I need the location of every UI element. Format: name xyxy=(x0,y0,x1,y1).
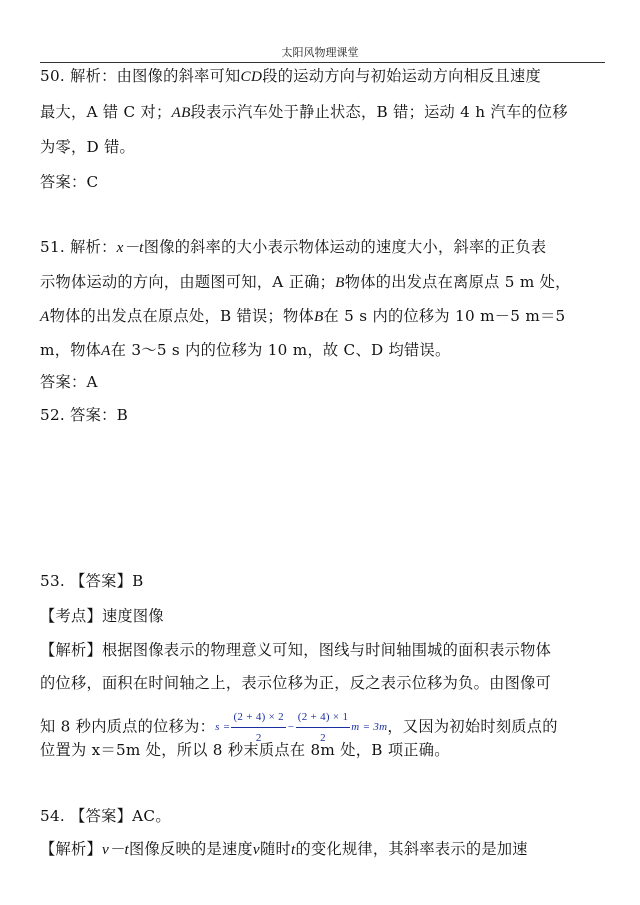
header-rule xyxy=(40,62,605,63)
q53-line-1: 【解析】根据图像表示的物理意义可知，图线与时间轴围城的面积表示物体 xyxy=(40,641,552,659)
q54-line-1: 【解析】v－t图像反映的是速度v随时t的变化规律，其斜率表示的是加速 xyxy=(40,840,528,858)
q50-answer: 答案：C xyxy=(40,173,99,191)
q51-line-3: A物体的出发点在原点处，B 错误；物体B在 5 s 内的位移为 10 m－5 m＝5 xyxy=(40,307,566,325)
q51-line-1: 51. 解析：x－t图像的斜率的大小表示物体运动的速度大小，斜率的正负表 xyxy=(40,238,547,256)
q51-line-4: m，物体A在 3～5 s 内的位移为 10 m，故 C、D 均错误。 xyxy=(40,341,451,359)
q50-line-2: 最大，A 错 C 对；AB段表示汽车处于静止状态，B 错；运动 4 h 汽车的位移 xyxy=(40,103,568,121)
displacement-formula: s = $\frac{(2 + 4) \times 2}{2}$ − $\frac{(2 + 4) \times 1}{2}$ m = 3m xyxy=(215,707,387,748)
q50-line-1: 50. 解析：由图像的斜率可知CD段的运动方向与初始运动方向相反且速度 xyxy=(40,67,542,85)
q53-line-3: 知 8 秒内质点的位移为：s = $\frac{(2 + 4) \times 2}{2}$ − $\frac{(2 + 4) \times 1}{2}$ m = 3m，又因为初始时刻质点的 xyxy=(40,707,605,748)
q53-line-4: 位置为 x＝5m 处，所以 8 秒末质点在 8m 处，B 项正确。 xyxy=(40,741,450,759)
q53-line-2: 的位移，面积在时间轴之上，表示位移为正，反之表示位移为负。由图像可 xyxy=(40,674,552,692)
q51-answer: 答案：A xyxy=(40,373,98,391)
q50-line-3: 为零，D 错。 xyxy=(40,138,136,156)
q53-answer: 53. 【答案】B xyxy=(40,572,144,590)
q51-line-2: 示物体运动的方向，由题图可知，A 正确；B物体的出发点在离原点 5 m 处， xyxy=(40,273,571,291)
page-header: 太阳风物理课堂 xyxy=(281,46,359,59)
q53-kaodian: 【考点】速度图像 xyxy=(40,607,164,625)
q52-answer: 52. 答案：B xyxy=(40,406,129,424)
q54-answer: 54. 【答案】AC。 xyxy=(40,807,171,825)
